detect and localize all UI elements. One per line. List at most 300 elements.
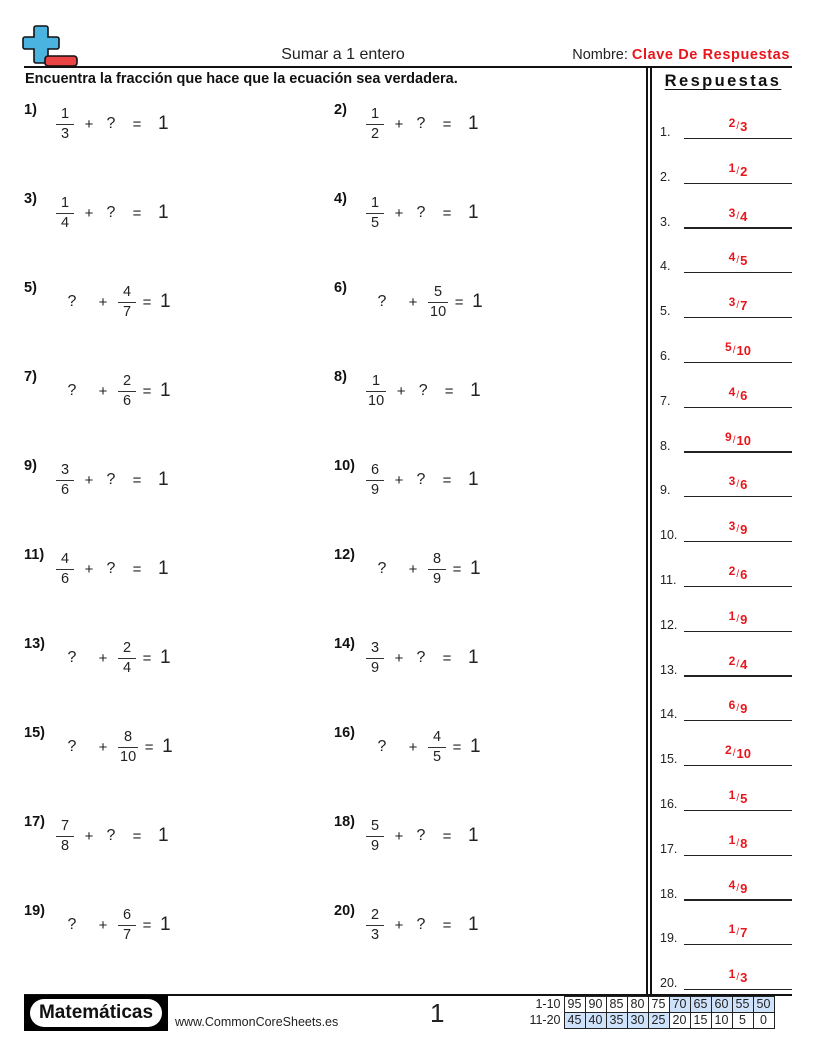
fraction-slash: / xyxy=(736,121,740,132)
answer-numerator: 2 xyxy=(728,116,736,130)
answer-numerator: 2 xyxy=(728,653,736,668)
answer-denominator: 7 xyxy=(740,298,748,314)
unknown-placeholder: ? xyxy=(67,293,77,310)
answer-denominator: 7 xyxy=(740,925,748,941)
answer-value xyxy=(684,160,792,179)
answer-row xyxy=(660,144,792,184)
fraction xyxy=(118,640,136,677)
equals-sign: = xyxy=(452,738,462,756)
plus-sign: + xyxy=(98,382,108,400)
answer-numerator: 4 xyxy=(728,877,736,892)
equation xyxy=(56,549,169,589)
answer-value xyxy=(684,922,792,941)
problem-item xyxy=(24,191,324,241)
answer-line xyxy=(684,855,792,856)
answer-denominator: 9 xyxy=(740,880,748,896)
score-cell: 55 xyxy=(732,997,753,1013)
numerator: 8 xyxy=(124,728,133,745)
answer-row xyxy=(660,592,792,632)
problem-number: 11) xyxy=(24,547,45,563)
problem-item xyxy=(24,814,324,864)
denominator: 7 xyxy=(118,925,136,944)
equation-result: 1 xyxy=(158,825,169,846)
fraction-slash: / xyxy=(736,837,740,849)
answer-row xyxy=(660,99,792,139)
equation xyxy=(56,104,169,144)
answer-value xyxy=(684,877,792,896)
answer-row xyxy=(660,323,792,363)
answer-row xyxy=(660,950,792,990)
equation xyxy=(366,104,479,144)
numerator: 4 xyxy=(60,550,70,567)
numerator: 1 xyxy=(372,372,381,389)
numerator: 4 xyxy=(122,283,132,300)
answer-line xyxy=(684,496,792,497)
answer-line xyxy=(684,541,792,542)
plus-sign: + xyxy=(98,738,108,756)
plus-sign: + xyxy=(84,115,94,133)
answer-value xyxy=(684,832,792,851)
answer-row xyxy=(660,637,792,677)
answer-denominator: 9 xyxy=(740,611,748,627)
numerator: 5 xyxy=(370,817,380,834)
answer-row xyxy=(660,681,792,721)
equals-sign: = xyxy=(132,115,142,133)
answer-row xyxy=(660,189,792,229)
fraction xyxy=(366,106,384,143)
answer-value xyxy=(684,250,792,269)
answer-denominator: 4 xyxy=(740,656,748,672)
header-rule xyxy=(24,66,792,68)
equation-result: 1 xyxy=(468,914,479,935)
equation-result: 1 xyxy=(158,469,169,490)
answer-line xyxy=(684,407,792,408)
problem-item xyxy=(24,102,324,152)
answer-label: 16. xyxy=(660,797,678,811)
problem-number: 14) xyxy=(334,636,355,652)
name-field xyxy=(572,47,790,63)
equals-sign: = xyxy=(132,560,142,578)
answer-value xyxy=(684,653,792,672)
fraction xyxy=(118,284,136,321)
problem-number: 7) xyxy=(24,369,37,385)
problem-number: 2) xyxy=(334,102,347,118)
equation xyxy=(366,905,479,945)
answer-label: 18. xyxy=(660,886,678,901)
problem-item xyxy=(24,547,324,597)
answer-numerator: 2 xyxy=(725,743,732,758)
answer-label: 13. xyxy=(660,662,678,677)
fraction-slash: / xyxy=(736,524,740,536)
answer-line xyxy=(684,810,792,811)
fraction-slash: / xyxy=(736,972,740,984)
fraction xyxy=(56,195,74,232)
site-url: www.CommonCoreSheets.es xyxy=(175,1015,339,1029)
denominator: 9 xyxy=(366,658,384,677)
instructions: Encuentra la fracción que hace que la ecuación sea verdadera. xyxy=(25,71,458,87)
numerator: 3 xyxy=(370,639,380,656)
plus-sign: + xyxy=(408,560,418,578)
answer-numerator: 6 xyxy=(728,698,736,713)
answer-label: 3. xyxy=(660,214,671,229)
answer-value xyxy=(684,205,792,224)
numerator: 7 xyxy=(60,817,70,834)
problem-number: 17) xyxy=(24,814,45,830)
denominator: 6 xyxy=(56,480,74,499)
answer-line xyxy=(684,631,792,632)
answer-line xyxy=(684,227,792,228)
worksheet-title: Sumar a 1 entero xyxy=(281,46,405,63)
answer-denominator: 3 xyxy=(740,119,748,134)
answer-value xyxy=(684,967,792,986)
equation xyxy=(56,638,171,678)
numerator: 2 xyxy=(122,372,132,389)
answer-label: 6. xyxy=(660,349,671,363)
problem-item xyxy=(334,369,634,419)
score-cell: 95 xyxy=(564,997,585,1013)
answer-value xyxy=(684,788,792,806)
numerator: 4 xyxy=(432,728,442,745)
fraction xyxy=(56,462,74,499)
fraction xyxy=(56,818,74,855)
answer-row xyxy=(660,905,792,945)
equals-sign: = xyxy=(142,916,152,934)
answer-denominator: 10 xyxy=(736,343,751,358)
answer-label: 19. xyxy=(660,931,678,946)
answer-numerator: 9 xyxy=(725,429,732,444)
equation-result: 1 xyxy=(162,736,173,757)
answer-row xyxy=(660,771,792,811)
score-cell: 75 xyxy=(648,997,669,1013)
answer-denominator: 4 xyxy=(740,208,748,224)
numerator: 6 xyxy=(370,461,380,478)
answer-line xyxy=(684,272,792,273)
denominator: 6 xyxy=(56,569,74,588)
answer-line xyxy=(684,944,792,945)
fraction xyxy=(118,729,138,766)
numerator: 1 xyxy=(60,105,70,122)
equals-sign: = xyxy=(132,204,142,222)
answer-line xyxy=(684,451,792,452)
answer-value xyxy=(684,519,792,538)
problem-number: 19) xyxy=(24,903,45,919)
problem-number: 15) xyxy=(24,725,45,741)
problem-item xyxy=(334,814,634,864)
equation-result: 1 xyxy=(470,558,481,579)
problem-number: 20) xyxy=(334,903,355,919)
equation xyxy=(366,727,481,767)
equation xyxy=(56,460,169,500)
equals-sign: = xyxy=(442,204,452,222)
answer-denominator: 6 xyxy=(740,567,748,582)
equation-result: 1 xyxy=(468,647,479,668)
answer-label: 20. xyxy=(660,976,678,991)
score-cell: 70 xyxy=(669,997,690,1013)
answer-denominator: 10 xyxy=(736,746,751,762)
score-row xyxy=(526,997,774,1013)
problem-item xyxy=(334,458,634,508)
answer-line xyxy=(684,765,792,766)
answer-label: 15. xyxy=(660,752,678,767)
answer-row xyxy=(660,502,792,542)
unknown-placeholder: ? xyxy=(377,738,387,755)
answer-denominator: 9 xyxy=(740,522,748,538)
answer-line xyxy=(684,183,792,184)
unknown-placeholder: ? xyxy=(418,382,428,399)
fraction xyxy=(428,729,446,766)
score-cell: 20 xyxy=(669,1013,690,1029)
answer-label: 2. xyxy=(660,169,671,184)
equals-sign: = xyxy=(442,471,452,489)
answer-numerator: 3 xyxy=(728,474,736,489)
problem-number: 1) xyxy=(24,102,37,118)
fraction-slash: / xyxy=(732,434,736,446)
equation xyxy=(366,193,479,233)
equation xyxy=(56,282,171,322)
unknown-placeholder: ? xyxy=(106,827,116,844)
equation-result: 1 xyxy=(158,113,169,134)
unknown-placeholder: ? xyxy=(377,293,387,310)
equation-result: 1 xyxy=(472,291,483,312)
score-row-label: 1-10 xyxy=(535,997,561,1011)
score-cell: 90 xyxy=(585,997,606,1013)
problem-number: 18) xyxy=(334,814,355,830)
equation xyxy=(56,905,171,945)
problem-item xyxy=(334,547,634,597)
problem-number: 3) xyxy=(24,191,37,207)
denominator: 9 xyxy=(428,569,446,588)
score-cell: 65 xyxy=(690,997,711,1013)
denominator: 4 xyxy=(118,658,136,677)
score-cell: 0 xyxy=(753,1013,774,1029)
answer-numerator: 1 xyxy=(728,788,736,802)
equals-sign: = xyxy=(454,293,464,311)
equation xyxy=(366,816,479,856)
equals-sign: = xyxy=(142,382,152,400)
score-cell: 30 xyxy=(627,1013,648,1029)
plus-sign: + xyxy=(98,916,108,934)
plus-sign: + xyxy=(84,204,94,222)
fraction xyxy=(56,106,74,143)
unknown-placeholder: ? xyxy=(377,560,387,577)
problem-number: 5) xyxy=(24,280,37,296)
fraction-slash: / xyxy=(736,793,740,804)
answer-row xyxy=(660,413,792,453)
plus-sign: + xyxy=(408,293,418,311)
unknown-placeholder: ? xyxy=(416,204,426,221)
column-divider xyxy=(646,66,652,994)
problem-item xyxy=(24,903,324,953)
equals-sign: = xyxy=(444,382,454,400)
denominator: 5 xyxy=(366,213,384,232)
equals-sign: = xyxy=(452,560,462,578)
fraction xyxy=(366,818,384,855)
equals-sign: = xyxy=(442,115,452,133)
equation xyxy=(56,727,173,767)
answer-numerator: 1 xyxy=(728,160,736,175)
equation xyxy=(366,460,479,500)
equation-result: 1 xyxy=(468,113,479,134)
name-value: Clave De Respuestas xyxy=(631,47,790,63)
numerator: 5 xyxy=(434,283,443,300)
answer-numerator: 3 xyxy=(728,205,736,220)
answer-numerator: 3 xyxy=(728,519,736,534)
problem-number: 8) xyxy=(334,369,347,385)
unknown-placeholder: ? xyxy=(416,649,426,666)
plus-sign: + xyxy=(84,560,94,578)
answer-value xyxy=(684,384,792,403)
problem-number: 16) xyxy=(334,725,355,741)
fraction-slash: / xyxy=(732,345,736,356)
equals-sign: = xyxy=(442,916,452,934)
unknown-placeholder: ? xyxy=(416,827,426,844)
fraction xyxy=(366,373,386,410)
answer-denominator: 6 xyxy=(740,387,748,403)
fraction-slash: / xyxy=(732,748,736,760)
fraction-slash: / xyxy=(736,882,740,894)
answer-value xyxy=(684,698,792,717)
fraction xyxy=(118,373,136,410)
plus-sign: + xyxy=(394,471,404,489)
unknown-placeholder: ? xyxy=(416,471,426,488)
unknown-placeholder: ? xyxy=(67,916,77,933)
score-cell: 35 xyxy=(606,1013,627,1029)
answer-numerator: 1 xyxy=(728,967,736,982)
fraction-slash: / xyxy=(736,613,740,625)
plus-sign: + xyxy=(394,827,404,845)
answer-row xyxy=(660,816,792,856)
equals-sign: = xyxy=(442,649,452,667)
answer-denominator: 3 xyxy=(740,970,748,986)
fraction xyxy=(428,284,448,321)
fraction xyxy=(366,907,384,944)
plus-sign: + xyxy=(98,649,108,667)
equation-result: 1 xyxy=(160,914,171,935)
fraction xyxy=(56,551,74,588)
equals-sign: = xyxy=(132,471,142,489)
score-cell: 50 xyxy=(753,997,774,1013)
answer-row xyxy=(660,726,792,766)
fraction-slash: / xyxy=(736,927,740,939)
answer-denominator: 2 xyxy=(740,163,748,179)
denominator: 9 xyxy=(366,836,384,855)
answer-line xyxy=(684,720,792,721)
equation xyxy=(366,549,481,589)
answer-label: 8. xyxy=(660,438,671,453)
plus-sign: + xyxy=(84,827,94,845)
score-cell: 60 xyxy=(711,997,732,1013)
unknown-placeholder: ? xyxy=(416,115,426,132)
answer-value xyxy=(684,340,792,358)
equals-sign: = xyxy=(142,649,152,667)
equation xyxy=(56,371,171,411)
fraction-slash: / xyxy=(736,300,740,312)
equation-result: 1 xyxy=(470,736,481,757)
denominator: 8 xyxy=(56,836,74,855)
numerator: 2 xyxy=(370,906,380,923)
answer-numerator: 1 xyxy=(728,922,736,937)
answer-line xyxy=(684,138,792,139)
equation-result: 1 xyxy=(158,558,169,579)
denominator: 5 xyxy=(428,747,446,766)
brand-label: Matemáticas xyxy=(30,999,162,1027)
equation-result: 1 xyxy=(160,380,171,401)
answer-denominator: 9 xyxy=(740,701,748,717)
fraction-slash: / xyxy=(736,255,740,267)
score-cell: 10 xyxy=(711,1013,732,1029)
equals-sign: = xyxy=(132,827,142,845)
answer-value xyxy=(684,564,792,582)
equation-result: 1 xyxy=(468,469,479,490)
answers-title: Respuestas xyxy=(664,72,782,90)
unknown-placeholder: ? xyxy=(416,916,426,933)
equals-sign: = xyxy=(144,738,154,756)
numerator: 8 xyxy=(432,550,442,567)
answer-denominator: 8 xyxy=(740,835,748,851)
answer-denominator: 10 xyxy=(736,432,751,448)
fraction-slash: / xyxy=(736,210,740,222)
unknown-placeholder: ? xyxy=(106,204,116,221)
denominator: 6 xyxy=(118,391,136,410)
plus-sign: + xyxy=(394,916,404,934)
problem-item xyxy=(334,636,634,686)
answer-value xyxy=(684,743,792,762)
denominator: 9 xyxy=(366,480,384,499)
plus-sign: + xyxy=(84,471,94,489)
answer-label: 11. xyxy=(660,573,677,587)
fraction xyxy=(366,640,384,677)
score-cell: 45 xyxy=(564,1013,585,1029)
fraction xyxy=(118,907,136,944)
answer-row xyxy=(660,233,792,273)
equation-result: 1 xyxy=(160,291,171,312)
unknown-placeholder: ? xyxy=(106,471,116,488)
answer-line xyxy=(684,586,792,587)
equation xyxy=(56,816,169,856)
answer-value xyxy=(684,429,792,448)
problem-item xyxy=(24,636,324,686)
answer-row xyxy=(660,547,792,587)
score-cell: 85 xyxy=(606,997,627,1013)
numerator: 2 xyxy=(122,639,132,656)
denominator: 10 xyxy=(430,303,447,320)
answer-numerator: 3 xyxy=(728,295,736,310)
fraction-slash: / xyxy=(736,479,740,491)
equation xyxy=(366,282,483,322)
equals-sign: = xyxy=(442,827,452,845)
answer-label: 14. xyxy=(660,707,678,722)
answer-line xyxy=(684,362,792,363)
plus-sign: + xyxy=(394,649,404,667)
problem-item xyxy=(334,903,634,953)
equation-result: 1 xyxy=(160,647,171,668)
answer-line xyxy=(684,317,792,318)
answer-label: 10. xyxy=(660,528,678,543)
denominator: 4 xyxy=(56,213,74,232)
plus-sign: + xyxy=(98,293,108,311)
fraction-slash: / xyxy=(736,389,740,401)
answer-value xyxy=(684,608,792,627)
problem-item xyxy=(24,280,324,330)
problem-item xyxy=(334,191,634,241)
page-number: 1 xyxy=(430,998,445,1028)
denominator: 2 xyxy=(366,124,384,143)
problem-item xyxy=(334,725,634,775)
answer-row xyxy=(660,861,792,901)
problem-number: 12) xyxy=(334,547,355,563)
denominator: 3 xyxy=(56,124,74,143)
problem-item xyxy=(24,458,324,508)
